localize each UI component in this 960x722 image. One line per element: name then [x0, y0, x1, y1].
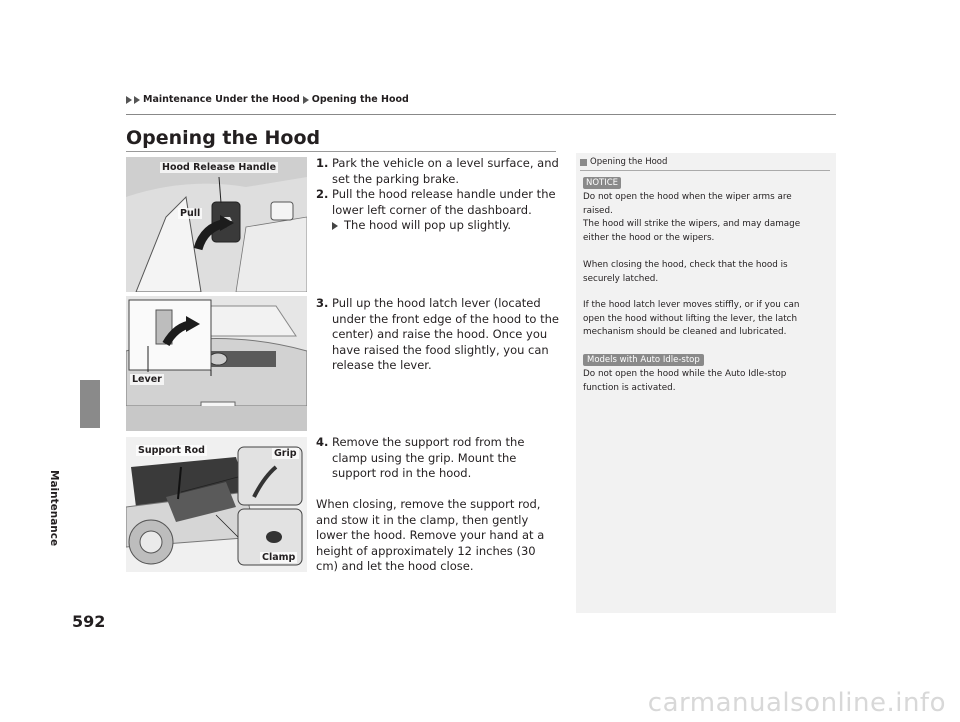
step-4	[316, 435, 561, 482]
breadcrumb-item-current[interactable]: Opening the Hood	[311, 94, 409, 105]
breadcrumb-arrow-icon	[134, 96, 140, 104]
note-model-text: Do not open the hood while the Auto Idle-stop function is activated.	[583, 369, 787, 393]
page-title: Opening the Hood	[126, 127, 321, 149]
step-number: 3.	[316, 296, 329, 310]
section-tab-marker	[80, 380, 100, 428]
note-paragraph-2: The hood will strike the wipers, and may damage either the hood or the wipers.	[583, 219, 801, 243]
support-rod-callout: Support Rod	[138, 445, 205, 456]
step-text: Pull up the hood latch lever (located under the front edge of the hood to the center) and raise the hood. Once you have raised the food slightly, you can release the lever.	[332, 296, 559, 372]
step-text: Remove the support rod from the clamp using the grip. Mount the support rod in the hood.	[332, 435, 525, 480]
step-number: 2.	[316, 187, 329, 201]
step-3	[316, 296, 561, 374]
step-text: Park the vehicle on a level surface, and set the parking brake.	[332, 156, 559, 186]
title-divider	[126, 151, 556, 152]
step-text: Pull the hood release handle under the lower left corner of the dashboard.	[332, 187, 556, 217]
page-number: 592	[72, 612, 106, 631]
closing-instructions: When closing, remove the support rod, and stow it in the clamp, then gently lower the hood. Remove your hand at a height of approximately 12 inches (30 cm) and let the hood close.	[316, 497, 545, 573]
note-heading	[580, 157, 667, 167]
header-divider	[126, 114, 836, 115]
step-result	[316, 218, 561, 234]
hood-latch-lever-illustration	[126, 296, 307, 431]
step-number: 4.	[316, 435, 329, 449]
hood-release-handle-callout: Hood Release Handle	[162, 162, 277, 173]
result-arrow-icon	[332, 222, 338, 230]
step-2	[316, 187, 561, 234]
note-paragraph-1: Do not open the hood when the wiper arms are raised.	[583, 192, 792, 216]
grip-callout: Grip	[274, 448, 297, 459]
note-divider	[580, 170, 830, 171]
note-paragraph-4: If the hood latch lever moves stiffly, or if you can open the hood without lifting the lever, the latch mechanism should be cleaned and lubricated.	[583, 300, 800, 337]
step-1	[316, 156, 561, 187]
breadcrumb	[126, 94, 412, 105]
hood-release-handle-illustration	[126, 157, 307, 292]
support-rod-illustration	[126, 437, 307, 572]
note-paragraph-3: When closing the hood, check that the hood is securely latched.	[583, 260, 788, 284]
breadcrumb-item-section[interactable]: Maintenance Under the Hood	[143, 94, 300, 105]
clamp-callout: Clamp	[262, 552, 296, 563]
model-badge: Models with Auto Idle-stop	[583, 354, 704, 366]
note-heading-text: Opening the Hood	[590, 157, 668, 167]
section-tab-label: Maintenance	[48, 470, 60, 547]
notice-badge: NOTICE	[583, 177, 621, 189]
breadcrumb-arrow-icon	[303, 96, 309, 104]
note-reference-icon	[580, 159, 587, 166]
pull-callout: Pull	[180, 208, 201, 219]
breadcrumb-arrow-icon	[126, 96, 132, 104]
watermark: carmanualsonline.info	[647, 688, 946, 718]
lever-callout: Lever	[132, 374, 162, 385]
step-result-text: The hood will pop up slightly.	[344, 218, 512, 232]
step-number: 1.	[316, 156, 329, 170]
